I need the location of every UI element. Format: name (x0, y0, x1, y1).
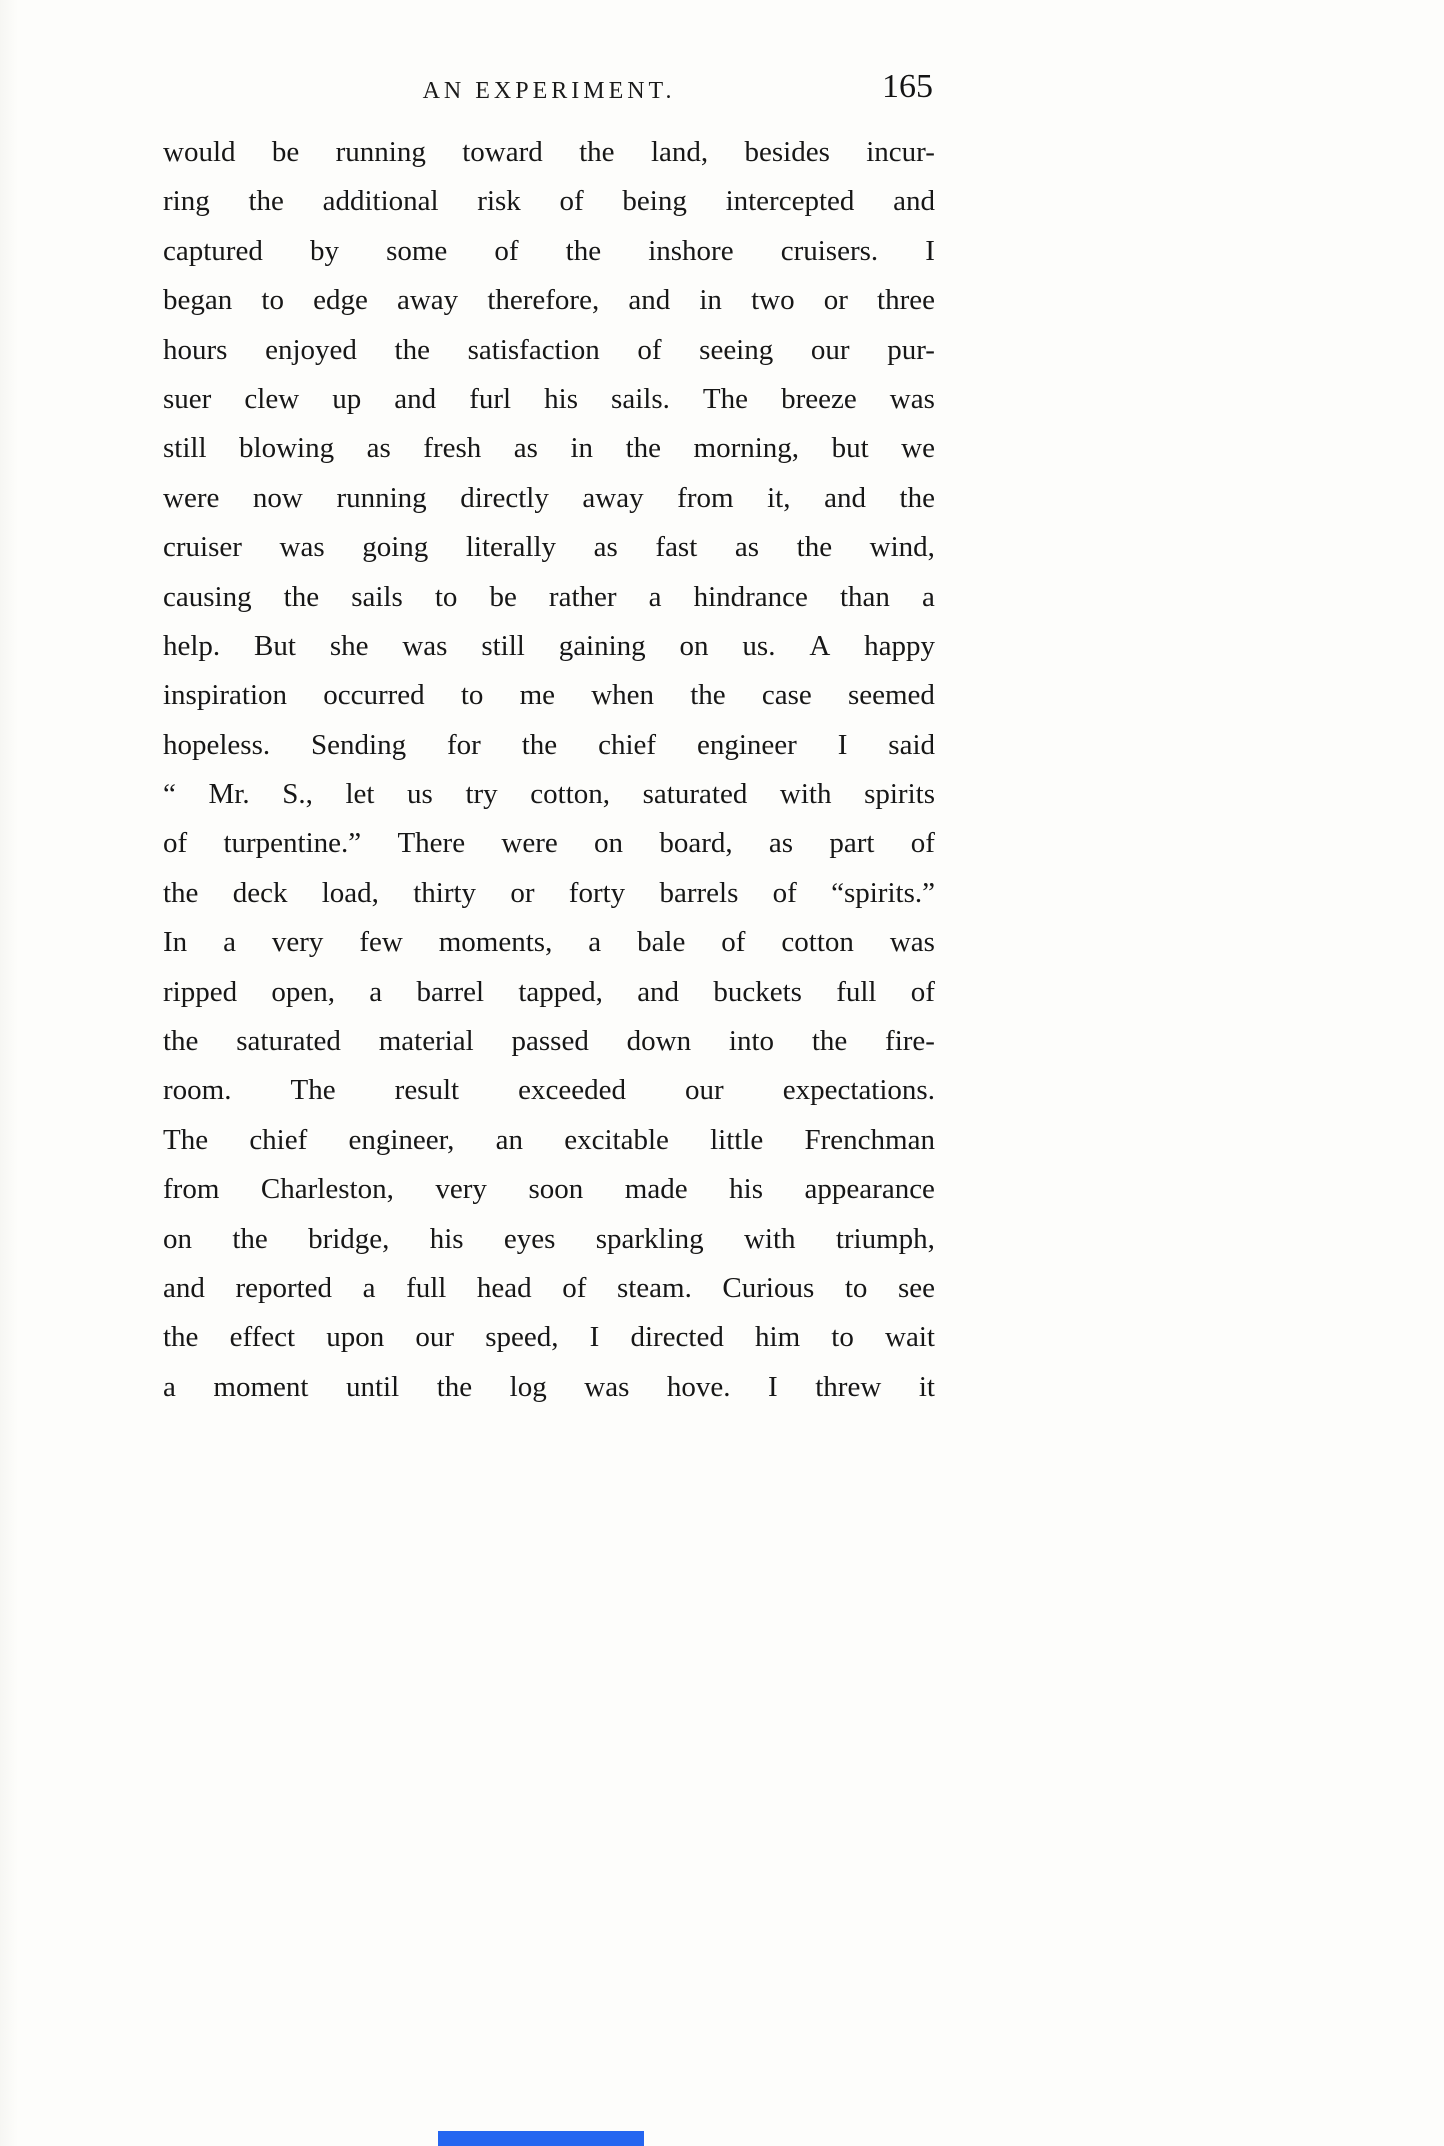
text-line: inspiration occurred to me when the case seemed (163, 679, 935, 712)
body-text (163, 136, 935, 1420)
text-line: a moment until the log was hove. I threw it (163, 1370, 935, 1403)
text-line: were now running directly away from it, and the (163, 481, 935, 514)
text-line: suer clew up and furl his sails. The breeze was (163, 382, 935, 415)
page-number: 165 (882, 68, 933, 105)
text-line: and reported a full head of steam. Curious to see (163, 1271, 935, 1304)
text-line: ring the additional risk of being intercepted and (163, 185, 935, 218)
scan-artifact-blue-bar (438, 2131, 644, 2146)
text-line: from Charleston, very soon made his appearance (163, 1173, 935, 1206)
text-line: help. But she was still gaining on us. A happy (163, 629, 935, 662)
text-line: on the bridge, his eyes sparkling with triumph, (163, 1222, 935, 1255)
text-line: still blowing as fresh as in the morning, but we (163, 432, 935, 465)
text-line: the deck load, thirty or forty barrels of “spirits.” (163, 876, 935, 909)
text-line: The chief engineer, an excitable little Frenchman (163, 1123, 935, 1156)
text-line: hopeless. Sending for the chief engineer I said (163, 728, 935, 761)
text-line: “ Mr. S., let us try cotton, saturated with spirits (163, 778, 935, 811)
text-line: the effect upon our speed, I directed him to wait (163, 1321, 935, 1354)
text-line: would be running toward the land, besides incur- (163, 136, 935, 168)
text-line: cruiser was going literally as fast as the wind, (163, 531, 935, 564)
text-line: room. The result exceeded our expectations. (163, 1074, 935, 1107)
text-line: hours enjoyed the satisfaction of seeing our pur- (163, 333, 935, 366)
text-line: In a very few moments, a bale of cotton was (163, 926, 935, 959)
text-line: causing the sails to be rather a hindrance than a (163, 580, 935, 613)
text-line: began to edge away therefore, and in two or three (163, 284, 935, 317)
text-line: of turpentine.” There were on board, as part of (163, 827, 935, 860)
running-title: AN EXPERIMENT. (422, 78, 676, 104)
text-line: ripped open, a barrel tapped, and buckets full of (163, 975, 935, 1008)
text-line: captured by some of the inshore cruisers. I (163, 234, 935, 267)
page-header (163, 68, 935, 114)
text-line: the saturated material passed down into the fire- (163, 1025, 935, 1058)
